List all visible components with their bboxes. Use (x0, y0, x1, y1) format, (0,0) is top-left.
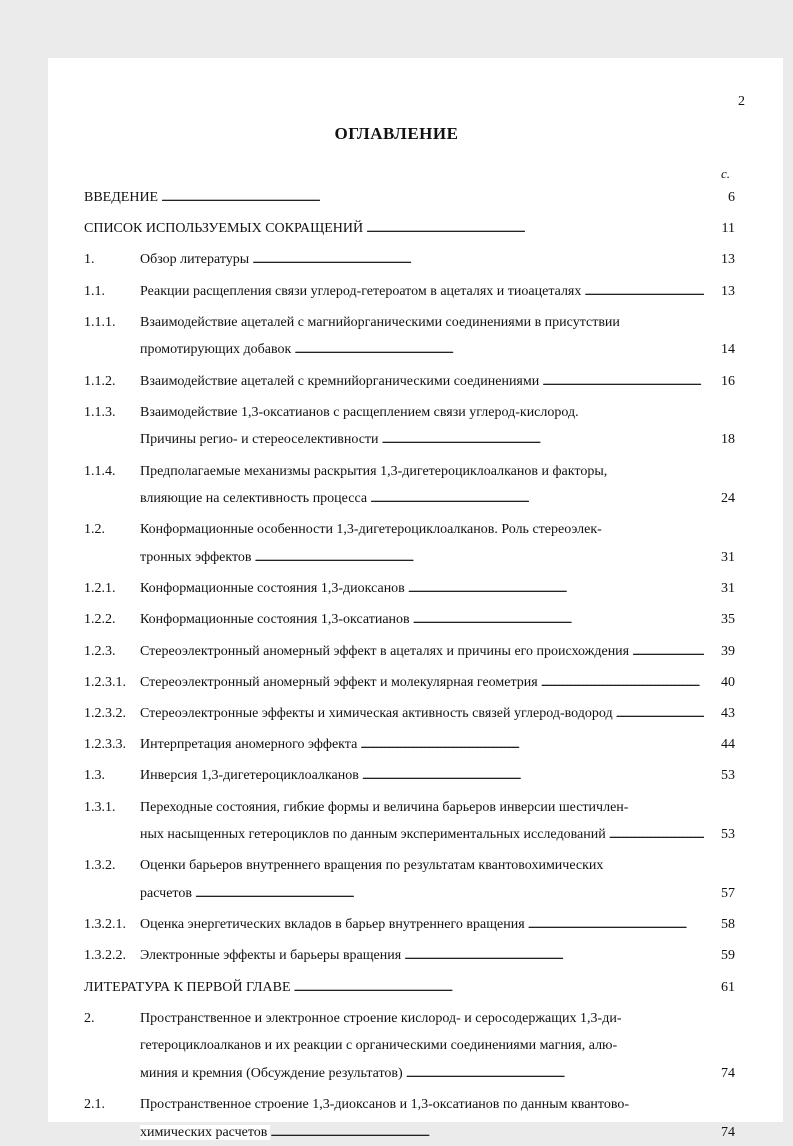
toc-entry-title-line: промотирующих добавок . . . (140, 336, 704, 363)
toc-entry-title-line: ных насыщенных гетероциклов по данным экспериментальных исследований . . . (140, 821, 704, 848)
toc-entry-title-line: Взаимодействие 1,3-оксатианов с расщеплением связи углерод-кислород. (140, 399, 704, 426)
toc-entry-page: 24 (721, 491, 735, 507)
toc-entry-page: 35 (721, 612, 735, 628)
toc-entry-number: 1. (84, 252, 95, 268)
toc-entry-page: 74 (721, 1124, 735, 1140)
toc-entry-page: 16 (721, 373, 735, 389)
toc-entry-title-line: гетероциклоалканов и их реакции с органическими соединениями магния, алю- (140, 1032, 704, 1059)
toc-entry-number: 1.2.3. (84, 643, 116, 659)
toc-entry-page: 6 (728, 190, 735, 205)
toc-entry-page: 43 (721, 706, 735, 721)
page-column-label: с. (721, 166, 731, 181)
toc-entry-title-line: Конформационные состояния 1,3-оксатианов . . . (140, 606, 704, 633)
toc-entry-title-line: Оценки барьеров внутреннего вращения по результатам квантовохимических (140, 852, 704, 879)
toc-entry-title-line: расчетов . . . (140, 880, 704, 907)
toc-entry-page: 53 (721, 827, 735, 843)
toc-entry-number: 1.1.1. (84, 314, 116, 330)
toc-entry-title-line: Взаимодействие ацеталей с магнийорганическими соединениями в присутствии (140, 309, 704, 336)
toc-entry-number: 2. (84, 1010, 95, 1026)
toc-entry-page: 14 (721, 342, 735, 358)
toc-entry-title-line: Причины регио- и стереоселективности . . . (140, 426, 704, 453)
toc-entry-title-line: Обзор литературы . . . (140, 246, 704, 273)
toc-entry-title-line: Оценка энергетических вкладов в барьер внутреннего вращения . . . (140, 911, 704, 938)
toc-entry-page: 40 (721, 674, 735, 690)
toc-entry-title-line: Стереоэлектронный аномерный эффект в ацеталях и причины его происхождения . . . (140, 638, 704, 665)
toc-entry-number: 1.1.2. (84, 373, 116, 389)
toc-entry-page: 53 (721, 768, 735, 784)
toc-entry-number: 1.3.1. (84, 799, 116, 815)
page-number: 2 (738, 94, 745, 109)
toc-entry-title-line: Пространственное и электронное строение кислород- и серосодержащих 1,3-ди- (140, 1005, 704, 1032)
toc-entry-title-line: Взаимодействие ацеталей с кремнийорганическими соединениями . . . (140, 368, 704, 395)
toc-entry-title-line: Стереоэлектронный аномерный эффект и молекулярная геометрия . . . (140, 669, 704, 696)
toc-entry-title-line: Реакции расщепления связи углерод-гетероатом в ацеталях и тиоацеталях . . . (140, 278, 704, 305)
toc-entry-number: 1.3.2.2. (84, 948, 126, 964)
toc-entry-number: 1.3. (84, 768, 105, 784)
toc-entry-number: 1.3.2. (84, 858, 116, 874)
toc-entry-page: 61 (721, 979, 735, 995)
toc-entry-title-line: Интерпретация аномерного эффекта . . . (140, 731, 704, 758)
toc-entry-page: 44 (721, 737, 735, 753)
toc-entry-number: 1.2.2. (84, 612, 116, 628)
toc-entry-title-line: Стереоэлектронные эффекты и химическая активность связей углерод-водород . . . (140, 700, 704, 727)
toc-entry-number: 1.2.3.3. (84, 737, 126, 753)
toc-entry-page: 11 (721, 221, 735, 237)
toc-entry-page: 57 (721, 885, 735, 901)
toc-entry-page: 58 (721, 917, 735, 933)
toc-entry-title-line: Пространственное строение 1,3-диоксанов и 1,3-оксатианов по данным квантово- (140, 1091, 704, 1118)
toc-entry-title-line: химических расчетов . . . (140, 1119, 704, 1146)
toc-entry-page: 13 (721, 252, 735, 268)
toc-entry-number: 1.1. (84, 283, 105, 299)
toc-entry-number: 2.1. (84, 1097, 105, 1113)
toc-entry-page: 31 (721, 581, 735, 597)
toc-entry-page: 31 (721, 549, 735, 565)
toc-entry-title-line: СПИСОК ИСПОЛЬЗУЕМЫХ СОКРАЩЕНИЙ . . . (84, 215, 704, 242)
toc-entry-number: 1.2.1. (84, 581, 116, 597)
page-title: ОГЛАВЛЕНИЕ (334, 124, 459, 143)
toc-entry-title-line: Конформационные состояния 1,3-диоксанов . . . (140, 575, 704, 602)
toc-entry-number: 1.1.4. (84, 463, 116, 479)
toc-entry-title-line: Инверсия 1,3-дигетероциклоалканов . . . (140, 762, 704, 789)
toc-entry-title-line: Электронные эффекты и барьеры вращения . . . (140, 942, 704, 969)
toc-entry-page: 18 (721, 432, 735, 448)
toc-entry-title-line: влияющие на селективность процесса . . . (140, 485, 704, 512)
toc-entry-page: 59 (721, 948, 735, 964)
toc-entry-title-line: миния и кремния (Обсуждение результатов) . . . (140, 1060, 704, 1087)
toc-entry-title-line: Конформационные особенности 1,3-дигетероциклоалканов. Роль стереоэлек- (140, 516, 704, 543)
toc-entry-title-line: ЛИТЕРАТУРА К ПЕРВОЙ ГЛАВЕ . . . (84, 974, 704, 1001)
toc-entry-number: 1.2. (84, 522, 105, 538)
toc-entry-number: 1.2.3.1. (84, 674, 126, 690)
toc-entry-number: 1.3.2.1. (84, 917, 126, 933)
toc-entry-number: 1.2.3.2. (84, 706, 126, 721)
toc-entry-title-line: ВВЕДЕНИЕ . . . (84, 184, 704, 211)
toc-entry-title-line: Переходные состояния, гибкие формы и величина барьеров инверсии шестичлен- (140, 794, 704, 821)
toc-entry-title-line: тронных эффектов . . . (140, 544, 704, 571)
toc-entry-page: 39 (721, 643, 735, 659)
toc-entry-title-line: Предполагаемые механизмы раскрытия 1,3-дигетероциклоалканов и факторы, (140, 458, 704, 485)
toc-entry-page: 13 (721, 283, 735, 299)
toc-entry-page: 74 (721, 1065, 735, 1081)
toc-entry-number: 1.1.3. (84, 404, 116, 420)
